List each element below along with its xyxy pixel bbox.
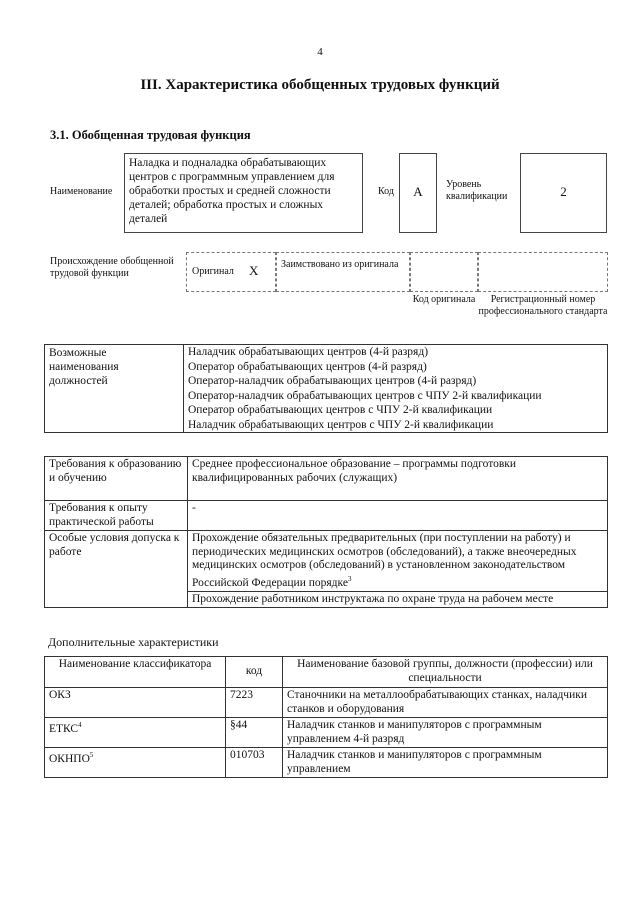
subsection-title: 3.1. Обобщенная трудовая функция (50, 128, 251, 142)
col-name-header: Наименование базовой группы, должности (профессии) или специальности (283, 657, 608, 688)
name-value-box (124, 153, 363, 233)
code-cell: 010703 (226, 748, 283, 778)
classifier-cell (45, 748, 226, 778)
code-cell: 7223 (226, 688, 283, 718)
borrowed-label: Заимствовано из оригинала (281, 259, 399, 270)
positions-label: Возможные наименования должностей (45, 345, 184, 433)
position-item: Оператор-наладчик обрабатывающих центров (4-й разряд) (188, 375, 477, 387)
section-title: III. Характеристика обобщенных трудовых функций (140, 77, 500, 93)
positions-table (44, 344, 608, 433)
classifier-name: ОКНПО (49, 752, 90, 765)
original-label: Оригинал (192, 266, 234, 277)
level-value: 2 (560, 184, 567, 199)
code-value: А (413, 184, 423, 199)
borrowed-box (276, 252, 410, 292)
additional-table (44, 656, 608, 778)
code-value-box (399, 153, 437, 233)
position-item: Оператор обрабатывающих центров (4-й разряд) (188, 360, 427, 373)
education-value: Среднее профессиональное образование – программы подготовки квалифицированных рабочих (служащих) (188, 457, 608, 501)
name-label: Наименование (50, 186, 113, 197)
experience-value: - (188, 501, 608, 531)
code-label: Код (378, 186, 394, 197)
classifier-name: ОКЗ (49, 689, 71, 701)
classifier-name: ЕТКС (49, 722, 79, 735)
level-label: Уровень квалификации (446, 179, 508, 202)
conditions-value-2: Прохождение работником инструктажа по охране труда на рабочем месте (188, 591, 608, 608)
position-item: Оператор-наладчик обрабатывающих центров с ЧПУ 2-й квалификации (188, 389, 542, 402)
position-item: Наладчик обрабатывающих центров (4-й разряд) (188, 346, 429, 358)
origin-label: Происхождение обобщенной трудовой функции (50, 256, 174, 279)
reg-number-box (478, 252, 608, 292)
reg-number-label: Регистрационный номер профессионального стандарта (478, 294, 608, 317)
page-number: 4 (317, 46, 323, 58)
conditions-value-1-cell (188, 531, 608, 592)
conditions-value-1: Прохождение обязательных предварительных (при поступлении на работу) и периодических медицинских осмотров (обследований), а также внеочередных медицинских осмотров (обследований) в установленном законодательством Российской Федерации порядке (192, 532, 577, 589)
footnote-marker: 5 (89, 751, 94, 759)
footnote-marker: 3 (347, 574, 352, 583)
table-row (45, 718, 608, 748)
name-cell: Станочники на металлообрабатывающих станках, наладчики станков и оборудования (283, 688, 608, 718)
classifier-cell (45, 718, 226, 748)
position-item: Оператор обрабатывающих центров с ЧПУ 2-й квалификации (188, 404, 493, 416)
code-original-label: Код оригинала (412, 294, 476, 305)
name-value: Наладка и подналадка обрабатывающих центров с программным управлением для обработки простых и средней сложности деталей; обработка простых и сложных деталей (129, 157, 335, 225)
col-code-header: код (226, 657, 283, 688)
level-value-box (520, 153, 607, 233)
table-row (45, 688, 608, 718)
col-classifier-header: Наименование классификатора (45, 657, 226, 688)
education-label: Требования к образованию и обучению (45, 457, 188, 501)
requirements-table (44, 456, 608, 608)
classifier-cell (45, 688, 226, 718)
original-box (186, 252, 276, 292)
conditions-label: Особые условия допуска к работе (45, 531, 188, 608)
experience-label: Требования к опыту практической работы (45, 501, 188, 531)
additional-heading: Дополнительные характеристики (48, 635, 219, 649)
footnote-marker: 4 (78, 721, 82, 729)
original-mark: X (249, 263, 259, 278)
name-cell: Наладчик станков и манипуляторов с программным управлением (283, 748, 608, 778)
position-item: Наладчик обрабатывающих центров с ЧПУ 2-й квалификации (188, 418, 494, 431)
code-cell: §44 (226, 718, 283, 748)
table-row (45, 748, 608, 778)
name-cell: Наладчик станков и манипуляторов с программным управлением 4-й разряд (283, 718, 608, 748)
code-original-box (410, 252, 478, 292)
